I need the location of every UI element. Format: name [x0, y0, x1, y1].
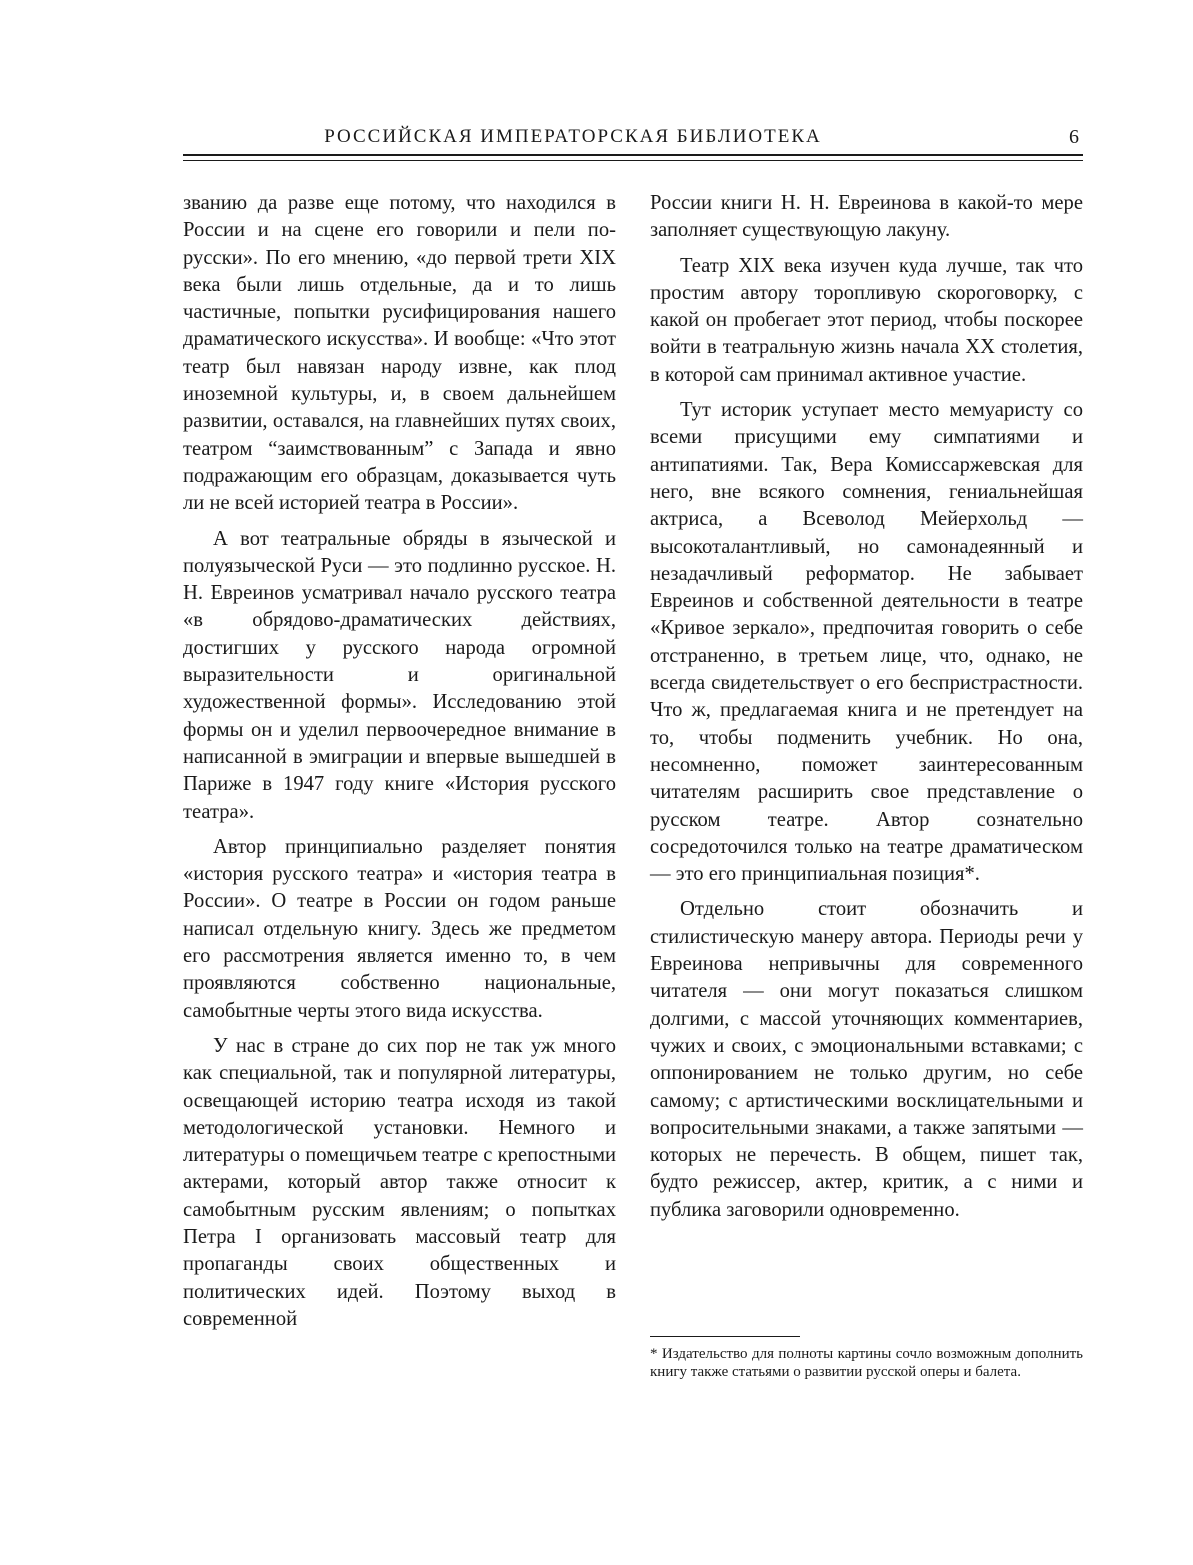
left-column — [183, 190, 616, 1333]
paragraph: А вот театральные обряды в языческой и полуязыческой Руси — это подлинно русское. Н. Н. Евреинов усматривал начало русского театра «в обрядово-драматических действиях, достигших у русского народа огромной выразительности и оригинальной художественной формы». Исследованию этой формы он и уделил первоочередное внимание в написанной в эмиграции и впервые вышедшей в Париже в 1947 году книге «История русского театра». — [183, 527, 616, 823]
right-column — [650, 190, 1083, 1224]
running-header — [183, 122, 1083, 162]
paragraph: России книги Н. Н. Евреинова в какой-то мере заполняет существующую лакуну. — [650, 192, 1083, 242]
footnote-rule — [650, 1336, 800, 1337]
paragraph: У нас в стране до сих пор не так уж много как специальной, так и популярной литературы, освещающей историю театра исходя из такой методологической установки. Немного и литературы о помещичьем театре с крепостными актерами, который автор также относит к самобытным русским явлениям; о попытках Петра I организовать массовый театр для пропаганды своих общественных и политических идей. Поэтому выход в современной — [183, 1034, 616, 1330]
paragraph: Автор принципиально разделяет понятия «история русского театра» и «история театра в России». О театре в России он годом раньше написал отдельную книгу. Здесь же предметом его рассмотрения является именно то, в чем проявляются собственно национальные, самобытные черты этого вида искусства. — [183, 835, 616, 1022]
header-rule-thin — [183, 160, 1083, 161]
running-title: РОССИЙСКАЯ ИМПЕРАТОРСКАЯ БИБЛИОТЕКА — [324, 126, 822, 147]
footnote: * Издательство для полноты картины сочло возможным дополнить книгу также статьями о развитии русской оперы и балета. — [650, 1346, 1083, 1380]
paragraph: Тут историк уступает место мемуаристу со всеми присущими ему симпатиями и антипатиями. Так, Вера Комиссаржевская для него, вне всякого сомнения, гениальнейшая актриса, а Всеволод Мейерхольд — высокоталантливый, но самонадеянный и незадачливый реформатор. Не забывает Евреинов и собственной деятельности в театре «Кривое зеркало», предпочитая говорить о себе отстраненно, в третьем лице, что, однако, не всегда свидетельствует о его беспристрастности. Что ж, предлагаемая книга и не претендует на то, чтобы подменить учебник. Но она, несомненно, поможет заинтересованным читателям расширить свое представление о русском театре. Автор сознательно сосредоточился только на театре драматическом — это его принципиальная позиция*. — [650, 399, 1083, 886]
paragraph: Театр XIX века изучен куда лучше, так что простим автору торопливую скороговорку, с какой он пробегает этот период, чтобы поскорее войти в театральную жизнь начала XX столетия, в которой сам принимал активное участие. — [650, 254, 1083, 386]
paragraph: званию да разве еще потому, что находился в России и на сцене его говорили и пели по-русски». По его мнению, «до первой трети XIX века были лишь отдельные, да и то лишь частичные, попытки русифицирования нашего драматического искусства». И вообще: «Что этот театр был навязан народу извне, как плод иноземной культуры, и, в своем дальнейшем развитии, оставался, на главнейших путях своих, театром “заимствованным” с Запада и явно подражающим его образцам, доказывается чуть ли не всей историей театра в России». — [183, 192, 616, 515]
page-number: 6 — [1069, 126, 1079, 148]
header-rule-thick — [183, 154, 1083, 156]
paragraph: Отдельно стоит обозначить и стилистическую манеру автора. Периоды речи у Евреинова непривычны для современного читателя — они могут показаться слишком долгими, с массой уточняющих комментариев, чужих и своих, с эмоциональными вставками; с оппонированием не только другим, но себе самому; с артистическими восклицательными и вопросительными знаками, а также запятыми — которых не перечесть. В общем, пишет так, будто режиссер, актер, критик, а с ними и публика заговорили одновременно. — [650, 898, 1083, 1221]
